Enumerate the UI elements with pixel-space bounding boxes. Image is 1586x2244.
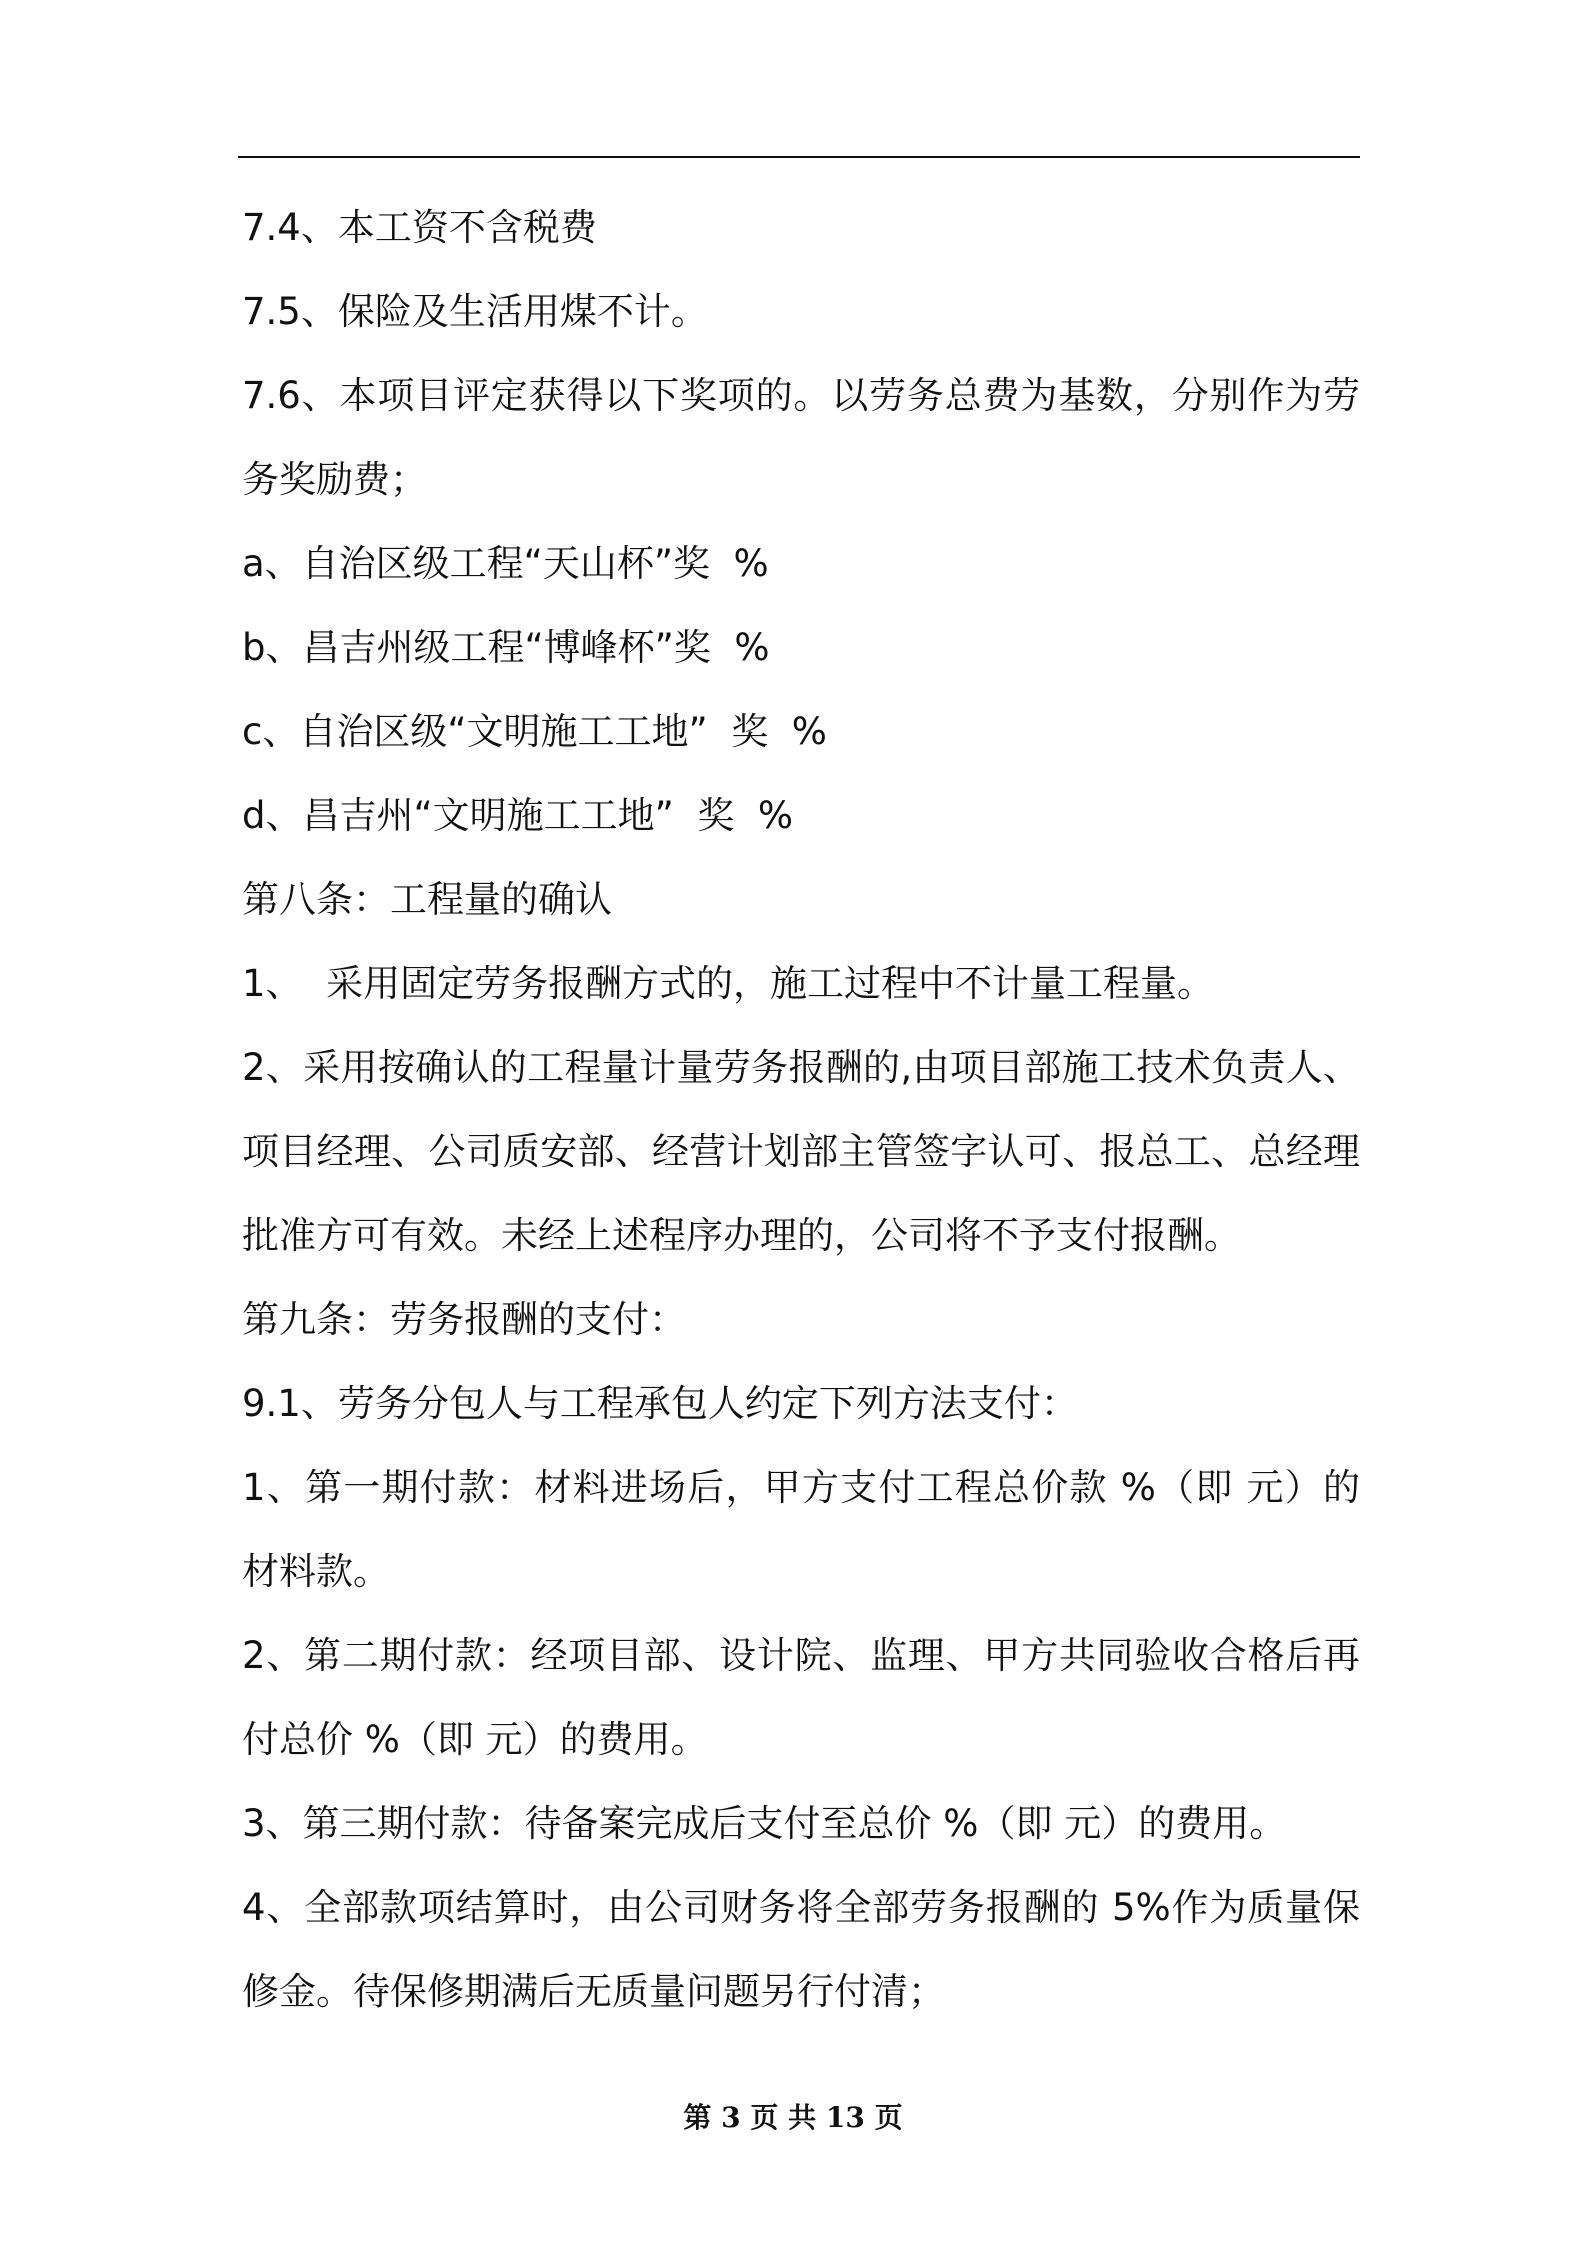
payment-1-line-1: 1、第一期付款：材料进场后，甲方支付工程总价款 %（即 元）的 bbox=[242, 1466, 1360, 1509]
header-rule bbox=[238, 156, 1360, 158]
payment-4-line-1: 4、全部款项结算时，由公司财务将全部劳务报酬的 5%作为质量保 bbox=[242, 1886, 1360, 1929]
payment-4-line-2: 修金。待保修期满后无质量问题另行付清； bbox=[242, 1970, 945, 2013]
article-9-heading: 第九条：劳务报酬的支付： bbox=[242, 1298, 686, 1341]
clause-7-4: 7.4、本工资不含税费 bbox=[242, 206, 597, 249]
clause-9-1: 9.1、劳务分包人与工程承包人约定下列方法支付： bbox=[242, 1382, 1078, 1425]
article-8-item-1: 1、 采用固定劳务报酬方式的，施工过程中不计量工程量。 bbox=[242, 962, 1215, 1005]
clause-7-5: 7.5、保险及生活用煤不计。 bbox=[242, 290, 708, 333]
payment-1-line-2: 材料款。 bbox=[242, 1550, 390, 1593]
payment-2-line-1: 2、第二期付款：经项目部、设计院、监理、甲方共同验收合格后再 bbox=[242, 1634, 1360, 1677]
clause-7-6-line-1: 7.6、本项目评定获得以下奖项的。以劳务总费为基数，分别作为劳 bbox=[242, 374, 1360, 417]
payment-2-line-2: 付总价 %（即 元）的费用。 bbox=[242, 1718, 708, 1761]
article-8-heading: 第八条：工程量的确认 bbox=[242, 878, 612, 921]
clause-7-6-line-2: 务奖励费； bbox=[242, 458, 427, 501]
page-number-footer: 第 3 页 共 13 页 bbox=[683, 2101, 903, 2134]
article-8-item-2-line-1: 2、采用按确认的工程量计量劳务报酬的,由项目部施工技术负责人、 bbox=[242, 1046, 1360, 1089]
article-8-item-2-line-3: 批准方可有效。未经上述程序办理的，公司将不予支付报酬。 bbox=[242, 1214, 1241, 1257]
award-item-c: c、自治区级“文明施工工地” 奖 % bbox=[242, 710, 827, 753]
document-body bbox=[242, 186, 1360, 2034]
award-item-d: d、昌吉州“文明施工工地” 奖 % bbox=[242, 794, 794, 837]
award-item-a: a、自治区级工程“天山杯”奖 % bbox=[242, 542, 769, 585]
payment-3: 3、第三期付款：待备案完成后支付至总价 %（即 元）的费用。 bbox=[242, 1802, 1287, 1845]
article-8-item-2-line-2: 项目经理、公司质安部、经营计划部主管签字认可、报总工、总经理 bbox=[242, 1130, 1360, 1173]
award-item-b: b、昌吉州级工程“博峰杯”奖 % bbox=[242, 626, 770, 669]
